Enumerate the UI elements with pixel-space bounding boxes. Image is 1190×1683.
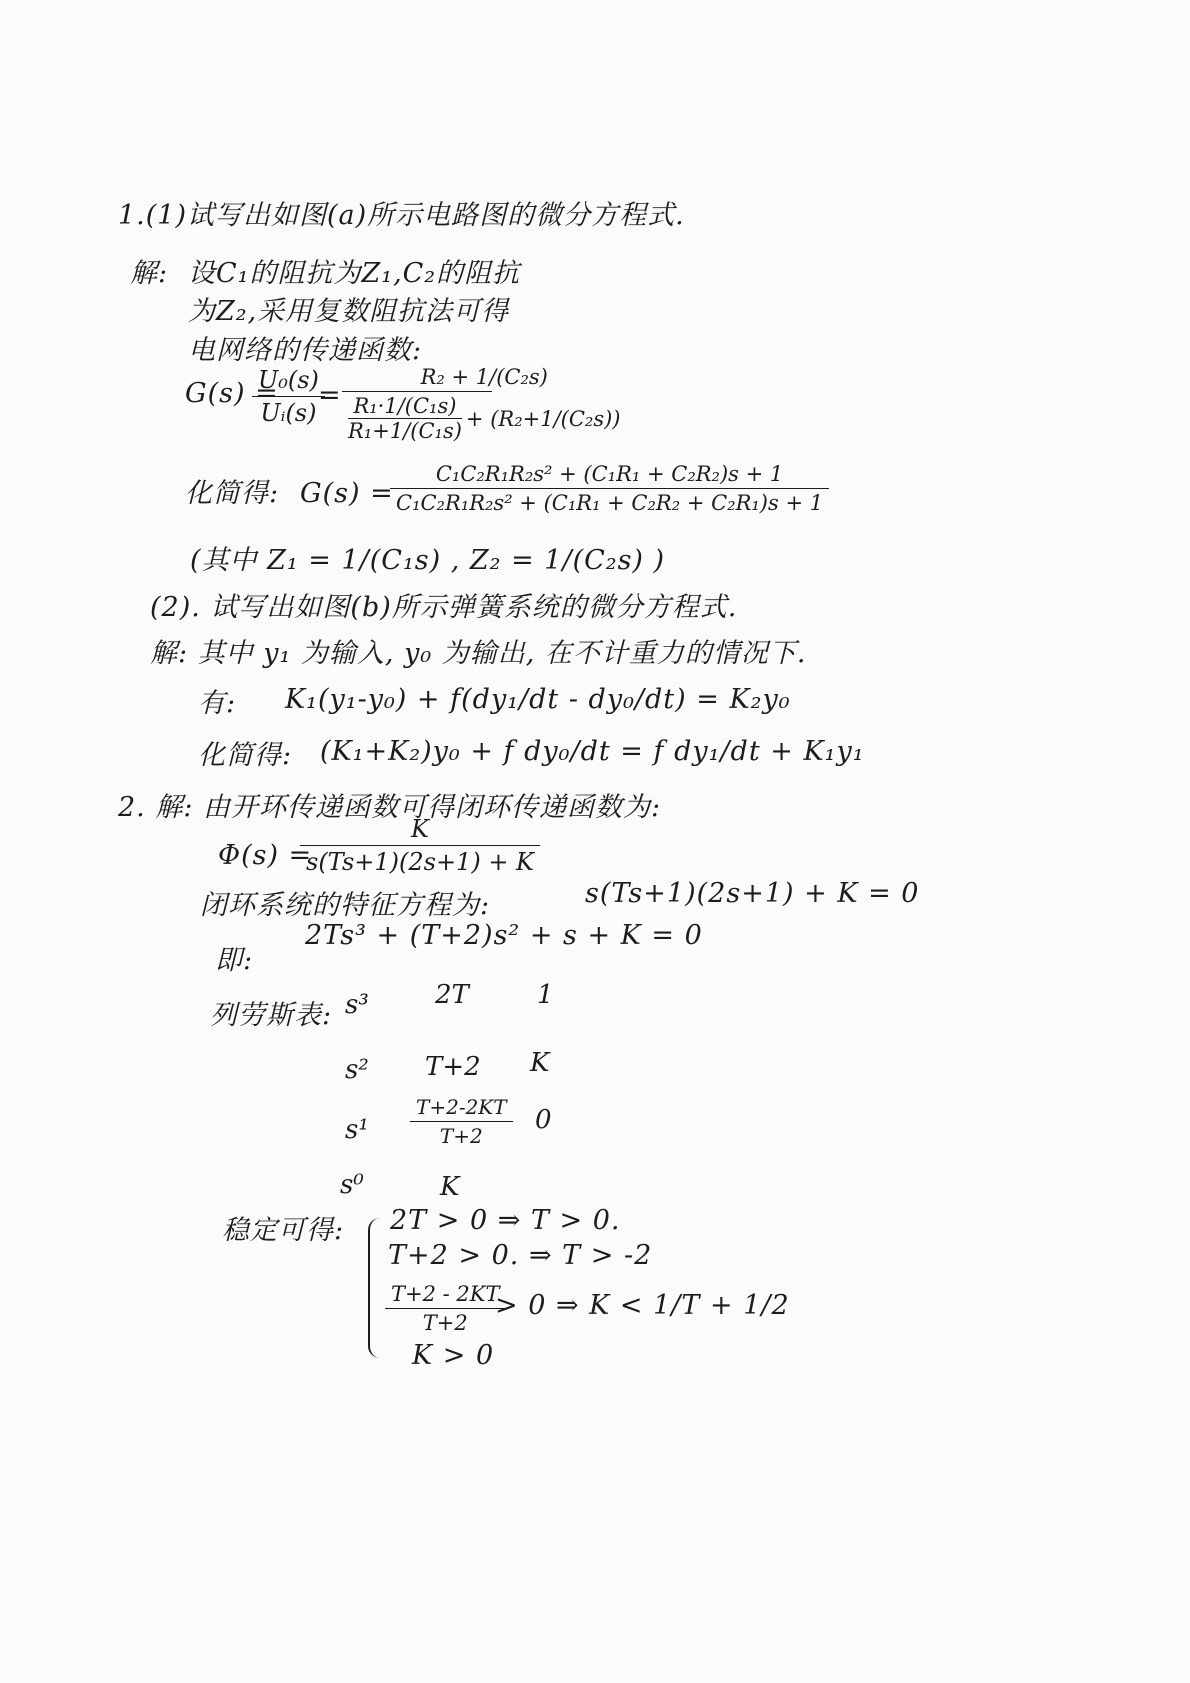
routh-fraction-cell — [410, 1095, 513, 1148]
q1-solution-line1: 设C₁的阻抗为Z₁,C₂的阻抗 — [188, 258, 521, 289]
phi-lhs: Φ(s) = — [218, 840, 313, 871]
phi-fraction — [300, 815, 540, 876]
q1-part2-have-equation: K₁(y₁-y₀) + f(dy₁/dt - dy₀/dt) = K₂y₀ — [285, 684, 791, 715]
routh-fraction-denominator: T+2 — [439, 1124, 483, 1148]
simplify-lhs: G(s) = — [300, 478, 394, 509]
routh-cell: K — [440, 1172, 460, 1202]
simplify-label: 化简得: — [185, 478, 280, 509]
phi-denominator: s(Ts+1)(2s+1) + K — [306, 848, 534, 876]
simplified-denominator: C₁C₂R₁R₂s² + (C₁R₁ + C₂R₂ + C₂R₁)s + 1 — [396, 491, 824, 515]
routh-cell: 1 — [537, 980, 554, 1010]
routh-cell: 2T — [435, 980, 469, 1010]
routh-row-label: s² — [345, 1055, 369, 1085]
routh-cell: 0 — [535, 1105, 552, 1135]
stable-condition-2: T+2 > 0. ⇒ T > -2 — [388, 1240, 653, 1271]
routh-row-label: s⁰ — [340, 1170, 364, 1200]
stable-label: 稳定可得: — [222, 1215, 345, 1246]
q1-title: 1.(1)试写出如图(a)所示电路图的微分方程式. — [118, 200, 685, 231]
q2-title: 2. 解: 由开环传递函数可得闭环传递函数为: — [118, 792, 662, 823]
g-ratio-numerator: U₀(s) — [258, 366, 319, 394]
g-ratio-fraction — [252, 366, 325, 427]
q1-solution-line3: 电网络的传递函数: — [188, 335, 423, 366]
ie-equation: 2Ts³ + (T+2)s² + s + K = 0 — [305, 920, 703, 951]
ie-label: 即: — [215, 945, 254, 976]
stable-condition-3-denominator: T+2 — [422, 1311, 468, 1335]
g-rhs-denominator — [342, 392, 627, 443]
phi-numerator: K — [411, 815, 429, 843]
q1-part2-simplify-label: 化简得: — [198, 740, 293, 771]
routh-row-label: s¹ — [345, 1115, 369, 1145]
q1-part2-title: (2). 试写出如图(b)所示弹簧系统的微分方程式. — [150, 592, 738, 623]
where-line: (其中 Z₁ = 1/(C₁s) , Z₂ = 1/(C₂s) ) — [190, 545, 666, 576]
stable-condition-1: 2T > 0 ⇒ T > 0. — [390, 1205, 621, 1236]
q1-part2-simplify-equation: (K₁+K₂)y₀ + f dy₀/dt = f dy₁/dt + K₁y₁ — [320, 736, 865, 767]
stable-condition-4: K > 0 — [412, 1340, 495, 1371]
routh-cell: T+2 — [425, 1052, 481, 1082]
char-equation: s(Ts+1)(2s+1) + K = 0 — [585, 878, 920, 909]
q1-part2-have-label: 有: — [198, 688, 237, 719]
simplified-numerator: C₁C₂R₁R₂s² + (C₁R₁ + C₂R₂)s + 1 — [435, 462, 784, 486]
g-lhs: G(s) = — [185, 378, 279, 409]
routh-cell: K — [530, 1048, 550, 1078]
stable-condition-3-rest: > 0 ⇒ K < 1/T + 1/2 — [495, 1290, 790, 1321]
stable-condition-3-fraction — [385, 1282, 505, 1335]
q1-part2-solution: 解: 其中 y₁ 为输入, y₀ 为输出, 在不计重力的情况下. — [150, 638, 807, 669]
routh-fraction-numerator: T+2-2KT — [416, 1095, 507, 1119]
g-rhs-inner-fraction — [348, 394, 462, 443]
q1-solution-line2: 为Z₂,采用复数阻抗法可得 — [188, 296, 510, 327]
g-equals: = — [318, 380, 342, 411]
simplified-fraction — [390, 462, 829, 515]
routh-label: 列劳斯表: — [210, 1000, 333, 1031]
stable-condition-3-numerator: T+2 - 2KT — [391, 1282, 500, 1306]
q1-solution-label: 解: — [130, 258, 169, 289]
g-rhs-inner-numerator: R₁·1/(C₁s) — [353, 394, 457, 418]
routh-row-label: s³ — [345, 990, 369, 1020]
g-ratio-denominator: Uᵢ(s) — [260, 399, 317, 427]
g-rhs-fraction — [342, 365, 627, 443]
char-equation-label: 闭环系统的特征方程为: — [200, 890, 491, 921]
g-rhs-inner-denominator: R₁+1/(C₁s) — [348, 419, 462, 443]
brace — [368, 1218, 380, 1358]
g-rhs-numerator: R₂ + 1/(C₂s) — [420, 365, 548, 389]
g-rhs-inner-sum: + (R₂+1/(C₂s)) — [465, 406, 621, 431]
